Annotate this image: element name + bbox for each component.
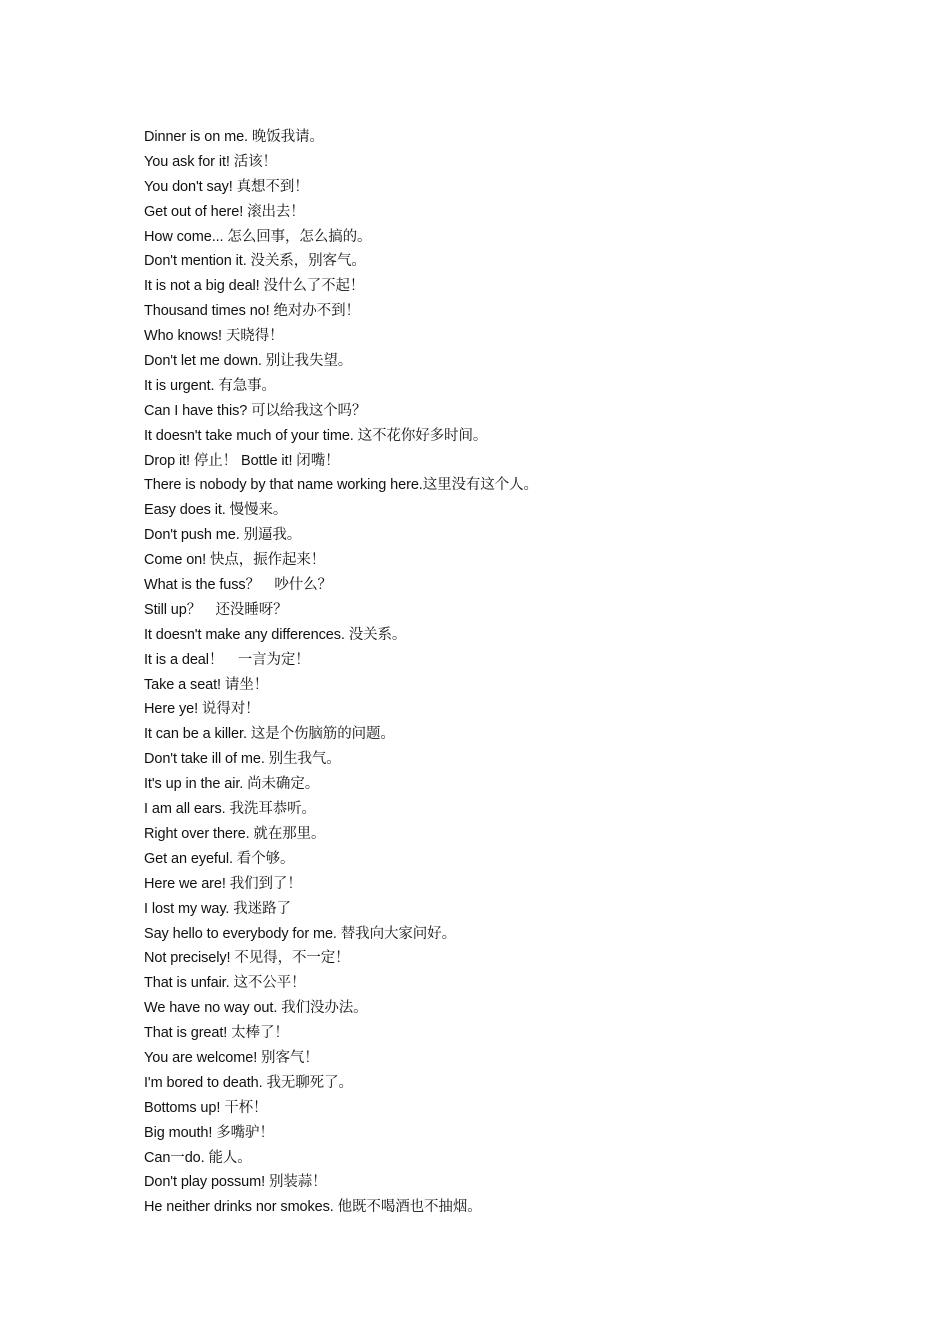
phrase-line: That is great! 太棒了！ bbox=[144, 1025, 289, 1042]
phrase-line: Come on! 快点，振作起来！ bbox=[144, 552, 326, 569]
phrase-line: Don't mention it. 没关系，别客气。 bbox=[144, 253, 366, 270]
phrase-line: You don't say! 真想不到！ bbox=[144, 178, 309, 195]
phrase-line: Who knows! 天晓得！ bbox=[144, 328, 284, 345]
phrase-line: Can一do. 能人。 bbox=[144, 1149, 252, 1166]
phrase-line: What is the fuss？ 吵什么？ bbox=[144, 577, 332, 594]
phrase-line: You ask for it! 活该！ bbox=[144, 153, 277, 170]
phrase-line: Don't let me down. 别让我失望。 bbox=[144, 353, 353, 370]
phrase-line: Right over there. 就在那里。 bbox=[144, 825, 326, 842]
phrase-line: Still up？ 还没睡呀？ bbox=[144, 601, 288, 618]
phrase-line: Get an eyeful. 看个够。 bbox=[144, 850, 295, 867]
phrase-line: Don't push me. 别逼我。 bbox=[144, 527, 302, 544]
phrase-line: It doesn't make any differences. 没关系。 bbox=[144, 626, 407, 643]
phrase-line: It doesn't take much of your time. 这不花你好多时间。 bbox=[144, 427, 488, 444]
phrase-list bbox=[144, 125, 538, 1220]
phrase-line: Here ye! 说得对！ bbox=[144, 701, 260, 718]
phrase-line: We have no way out. 我们没办法。 bbox=[144, 1000, 368, 1017]
phrase-line: Drop it! 停止！ Bottle it! 闭嘴！ bbox=[144, 452, 340, 469]
phrase-line: Dinner is on me. 晚饭我请。 bbox=[144, 129, 324, 145]
phrase-line: That is unfair. 这不公平！ bbox=[144, 975, 306, 992]
phrase-line: You are welcome! 别客气！ bbox=[144, 1049, 319, 1066]
phrase-line: Thousand times no! 绝对办不到！ bbox=[144, 303, 360, 320]
phrase-line: Big mouth! 多嘴驴！ bbox=[144, 1124, 274, 1141]
phrase-line: It is not a big deal! 没什么了不起！ bbox=[144, 278, 365, 295]
phrase-line: How come... 怎么回事，怎么搞的。 bbox=[144, 228, 372, 245]
phrase-line: Not precisely! 不见得，不一定！ bbox=[144, 950, 350, 967]
phrase-line: Easy does it. 慢慢来。 bbox=[144, 502, 288, 519]
phrase-line: Take a seat! 请坐！ bbox=[144, 676, 269, 693]
phrase-line: It is a deal！ 一言为定！ bbox=[144, 651, 310, 668]
phrase-line: It's up in the air. 尚未确定。 bbox=[144, 776, 320, 793]
phrase-line: Say hello to everybody for me. 替我向大家问好。 bbox=[144, 925, 456, 942]
phrase-line: I'm bored to death. 我无聊死了。 bbox=[144, 1074, 353, 1091]
phrase-line: Bottoms up! 干杯！ bbox=[144, 1099, 268, 1116]
phrase-line: It is urgent. 有急事。 bbox=[144, 377, 276, 394]
phrase-line: Here we are! 我们到了！ bbox=[144, 875, 302, 892]
phrase-line: I lost my way. 我迷路了 bbox=[144, 900, 291, 917]
phrase-line: Don't play possum! 别装蒜！ bbox=[144, 1174, 327, 1191]
phrase-line: It can be a killer. 这是个伤脑筋的问题。 bbox=[144, 726, 395, 743]
phrase-line: Don't take ill of me. 别生我气。 bbox=[144, 751, 341, 768]
phrase-line: He neither drinks nor smokes. 他既不喝酒也不抽烟。 bbox=[144, 1199, 482, 1216]
phrase-line: There is nobody by that name working here.这里没有这个人。 bbox=[144, 477, 538, 494]
phrase-line: Can I have this? 可以给我这个吗？ bbox=[144, 402, 367, 419]
phrase-line: I am all ears. 我洗耳恭听。 bbox=[144, 801, 316, 818]
phrase-line: Get out of here! 滚出去！ bbox=[144, 203, 305, 220]
